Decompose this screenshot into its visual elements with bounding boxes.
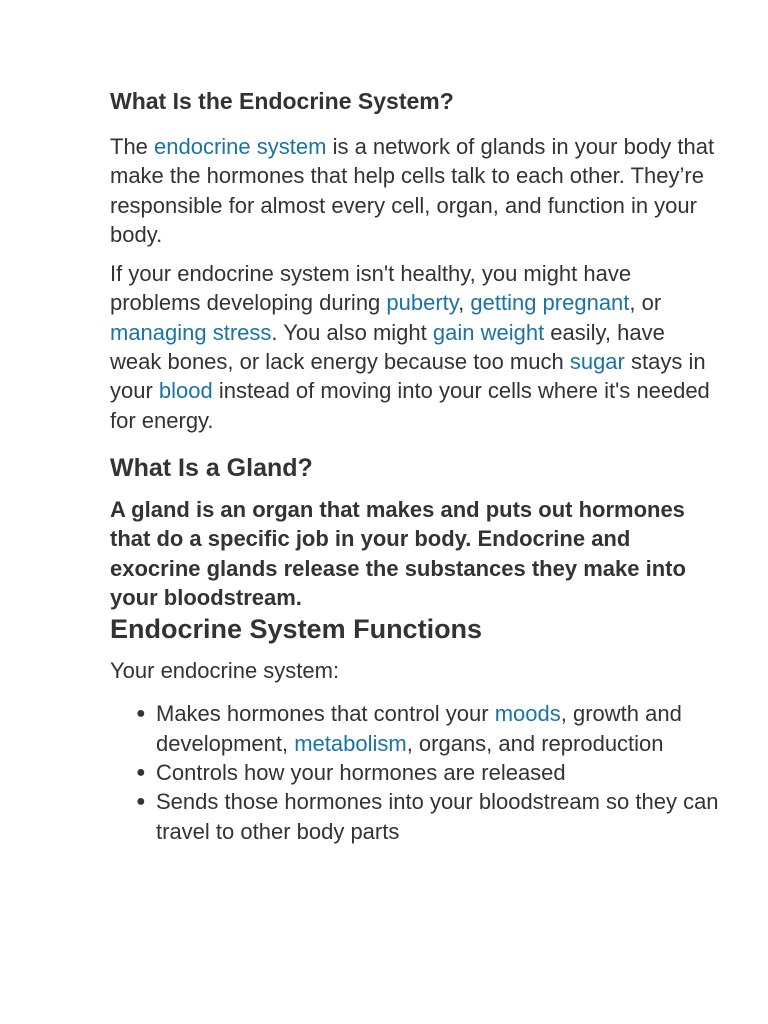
link-metabolism[interactable]: metabolism [294,730,407,756]
list-item [110,699,720,758]
paragraph-functions-intro: Your endocrine system: [110,658,340,684]
bullet-icon: ● [136,764,146,782]
paragraph-endocrine-health [110,259,720,435]
link-getting-pregnant[interactable]: getting pregnant [470,290,630,316]
list-item [110,787,720,846]
text: easily, have weak bones, or lack energy because too much [110,319,665,375]
text: , organs, and reproduction [406,730,664,756]
text: instead of moving into your cells where it's needed for energy. [110,378,710,433]
text: Controls how your hormones are released [156,760,566,786]
bullet-icon: ● [136,793,146,811]
functions-list [110,699,720,845]
list-item [110,758,720,787]
article-content [110,84,720,846]
text: If your endocrine system isn't healthy, you might have problems developing during [110,261,632,316]
text: stays in your [110,349,706,404]
paragraph-gland-definition: A gland is an organ that makes and puts out hormones that do a specific job in your body. Endocrine and exocrine glands release the substances they make into your bloodstream. [110,496,686,610]
link-gain-weight[interactable]: gain weight [432,319,545,345]
text: Sends those hormones into your bloodstream so they can travel to other body parts [156,789,719,844]
text: . You also might [271,319,433,345]
link-endocrine-system[interactable]: endocrine system [154,134,327,159]
text: , [458,290,471,316]
link-sugar[interactable]: sugar [569,349,625,375]
link-managing-stress[interactable]: managing stress [110,319,272,345]
text: The [110,134,155,159]
bullet-icon: ● [136,705,146,723]
text: Makes hormones that control your [156,701,495,727]
text: is a network of glands in your body that make the hormones that help cells talk to each other. They’re responsible for almost every cell, organ, and function in your body. [110,134,715,247]
heading-gland: What Is a Gland? [110,453,313,482]
link-puberty[interactable]: puberty [386,290,459,316]
link-blood[interactable]: blood [158,378,213,404]
text: , or [629,290,662,316]
heading-endocrine-system: What Is the Endocrine System? [110,88,454,114]
paragraph-endocrine-intro [110,132,720,249]
text: , growth and development, [156,701,682,756]
link-moods[interactable]: moods [494,701,561,727]
heading-endocrine-functions: Endocrine System Functions [110,614,483,645]
